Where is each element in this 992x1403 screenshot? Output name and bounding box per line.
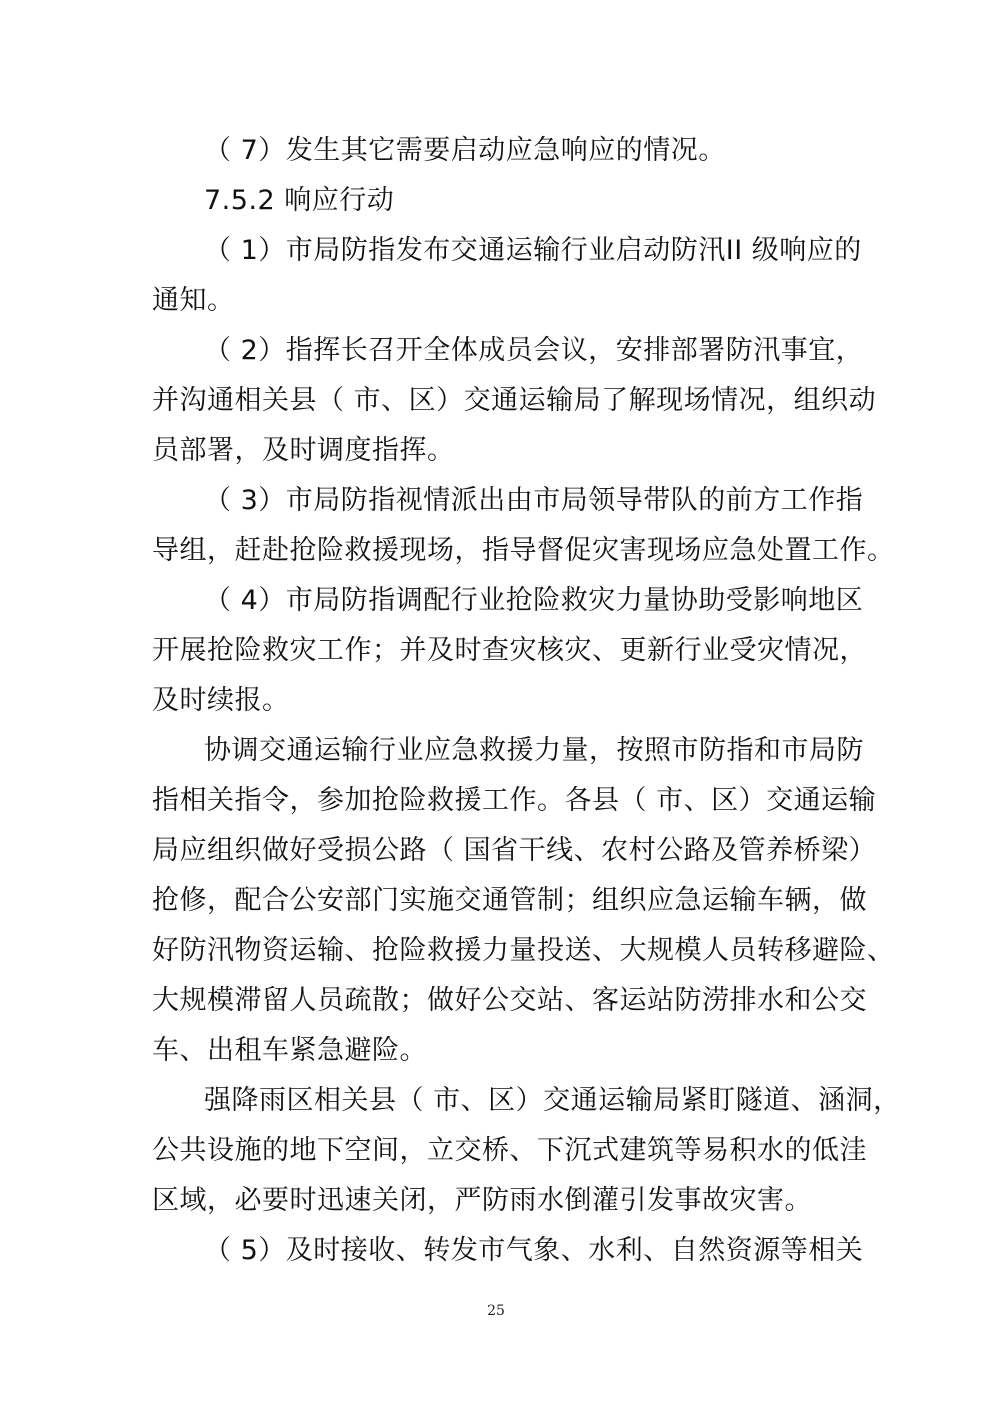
text-line: （ 2）指挥长召开全体成员会议，安排部署防汛事宜， bbox=[204, 335, 864, 366]
text-line: 开展抢险救灾工作；并及时查灾核灾、更新行业受灾情况， bbox=[152, 635, 867, 666]
page-number: 25 bbox=[487, 1303, 505, 1319]
text-line: 车、出租车紧急避险。 bbox=[152, 1035, 427, 1066]
text-line: 区域，必要时迅速关闭，严防雨水倒灌引发事故灾害。 bbox=[152, 1185, 812, 1216]
text-line: （ 4）市局防指调配行业抢险救灾力量协助受影响地区 bbox=[204, 585, 864, 616]
text-line: （ 1）市局防指发布交通运输行业启动防汛II 级响应的 bbox=[204, 235, 862, 266]
text-line: （ 7）发生其它需要启动应急响应的情况。 bbox=[204, 135, 726, 166]
text-line: 协调交通运输行业应急救援力量，按照市防指和市局防 bbox=[204, 735, 864, 766]
text-line: 通知。 bbox=[152, 285, 235, 316]
text-line: 大规模滞留人员疏散；做好公交站、客运站防涝排水和公交 bbox=[152, 985, 867, 1016]
section-heading: 7.5.2 响应行动 bbox=[204, 185, 395, 216]
text-line: 好防汛物资运输、抢险救援力量投送、大规模人员转移避险、 bbox=[152, 935, 895, 966]
text-line: （ 3）市局防指视情派出由市局领导带队的前方工作指 bbox=[204, 485, 864, 516]
text-line: 局应组织做好受损公路（ 国省干线、农村公路及管养桥梁） bbox=[152, 835, 877, 866]
text-line: 公共设施的地下空间，立交桥、下沉式建筑等易积水的低洼 bbox=[152, 1135, 867, 1166]
text-line: 强降雨区相关县（ 市、区）交通运输局紧盯隧道、涵洞， bbox=[204, 1085, 901, 1116]
text-line: 抢修，配合公安部门实施交通管制；组织应急运输车辆，做 bbox=[152, 885, 867, 916]
text-line: 导组，赶赴抢险救援现场，指导督促灾害现场应急处置工作。 bbox=[152, 535, 895, 566]
text-line: 及时续报。 bbox=[152, 685, 290, 716]
text-line: 指相关指令，参加抢险救援工作。各县（ 市、区）交通运输 bbox=[152, 785, 877, 816]
text-line: 员部署，及时调度指挥。 bbox=[152, 435, 455, 466]
text-line: 并沟通相关县（ 市、区）交通运输局了解现场情况，组织动 bbox=[152, 385, 877, 416]
text-line: （ 5）及时接收、转发市气象、水利、自然资源等相关 bbox=[204, 1235, 864, 1266]
